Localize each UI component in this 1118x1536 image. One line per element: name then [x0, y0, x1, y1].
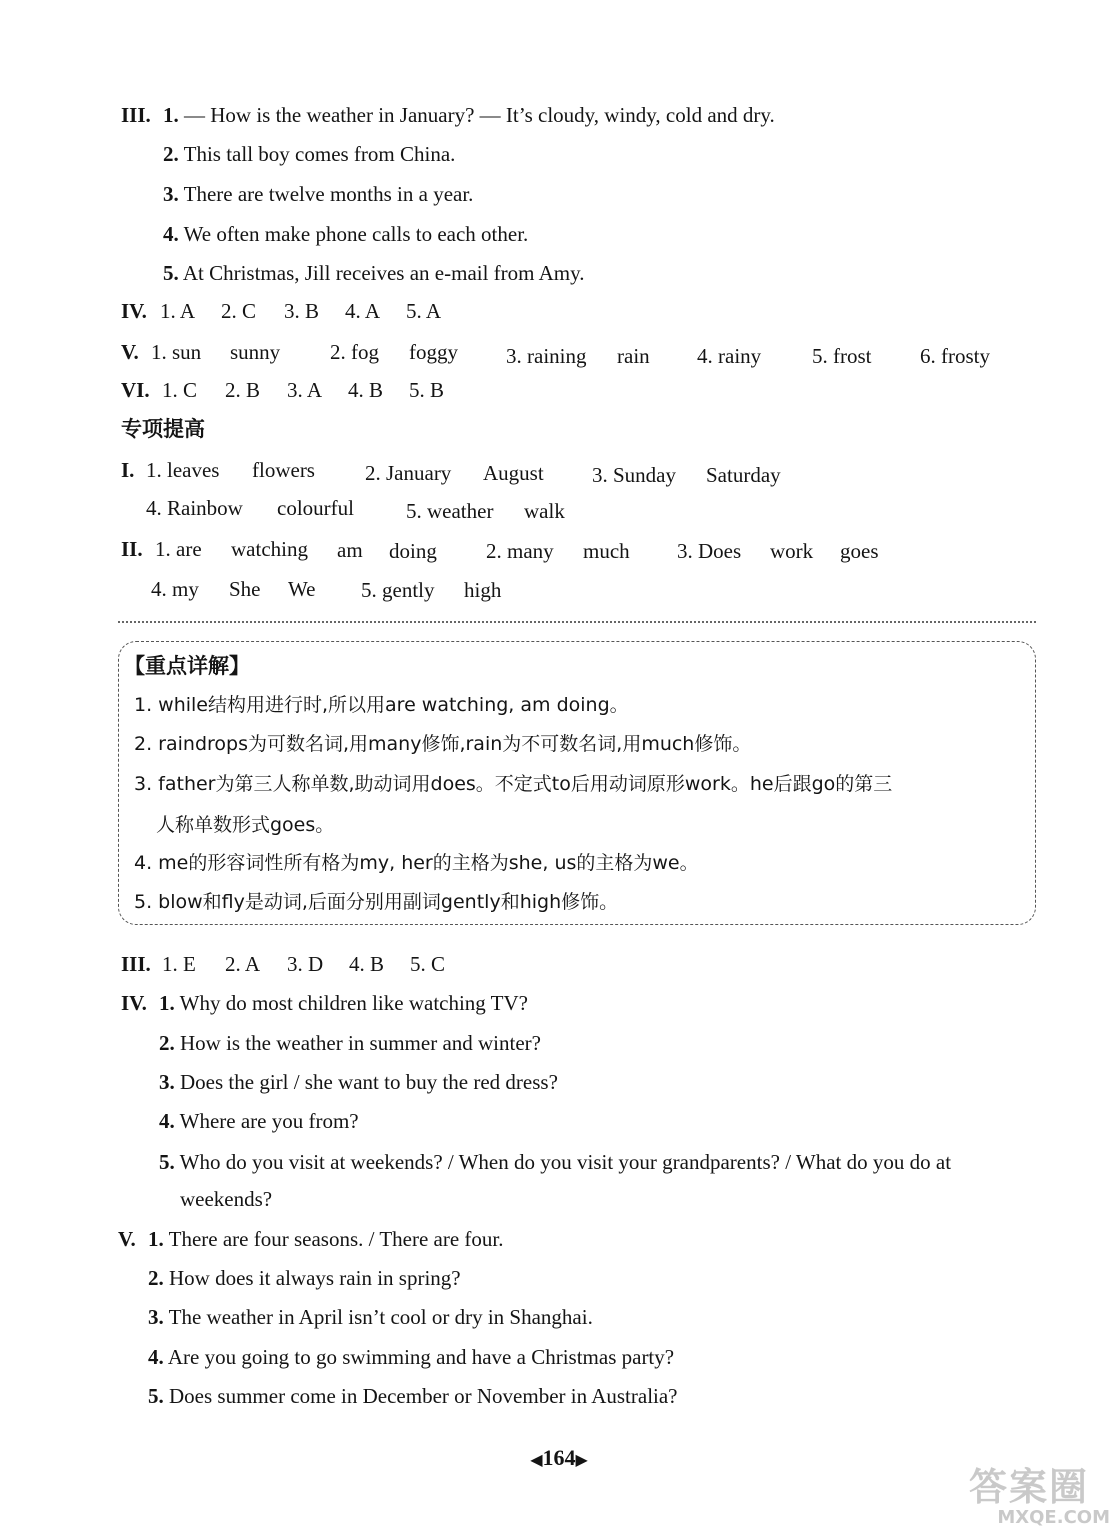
list-item — [148, 1265, 461, 1291]
answer: 3. B — [284, 299, 320, 323]
left-arrow-icon: ◀ — [530, 1452, 543, 1469]
section-label: III. — [121, 952, 151, 976]
explanation-line: 2. raindrops为可数名词,用many修饰,rain为不可数名词,用much修饰。 — [134, 733, 752, 755]
answer: 1. are — [155, 537, 202, 561]
answer: foggy — [409, 340, 458, 364]
answer: 3. raining — [506, 344, 587, 368]
answer: rain — [617, 344, 650, 368]
list-item — [159, 1030, 541, 1056]
item-number: 5. — [163, 261, 179, 285]
answer: August — [483, 461, 544, 485]
list-item — [159, 1069, 558, 1095]
list-item — [148, 1383, 678, 1409]
answer: 4. B — [349, 952, 385, 976]
item-text: Does the girl / she want to buy the red dress? — [180, 1070, 558, 1094]
list-item — [148, 1344, 674, 1370]
dotted-divider — [118, 621, 1036, 623]
section-label: V. — [118, 1227, 136, 1251]
answer: 6. frosty — [920, 344, 990, 368]
explanation-line: 4. me的形容词性所有格为my, her的主格为she, us的主格为we。 — [134, 852, 699, 874]
item-text: The weather in April isn’t cool or dry in Shanghai. — [168, 1305, 593, 1329]
item-number: 1. — [163, 103, 179, 127]
right-arrow-icon: ▶ — [575, 1452, 588, 1469]
answer: We — [288, 577, 316, 601]
answer: 2. many — [486, 539, 554, 563]
item-number: 1. — [159, 991, 175, 1015]
answer: 4. rainy — [697, 344, 762, 368]
item-text: Where are you from? — [179, 1109, 359, 1133]
list-item — [163, 260, 584, 286]
item-text: Are you going to go swimming and have a Christmas party? — [167, 1345, 675, 1369]
answer: 3. Sunday — [592, 463, 676, 487]
answer: sunny — [230, 340, 281, 364]
item-number: 5. — [148, 1384, 164, 1408]
list-item — [148, 1304, 593, 1330]
answer: goes — [840, 539, 879, 563]
answer: 1. E — [162, 952, 196, 976]
page-number — [0, 1445, 1118, 1474]
answer: 5. A — [406, 299, 442, 323]
answer: 5. weather — [406, 499, 494, 523]
answer: 2. B — [225, 378, 261, 402]
answer: Saturday — [706, 463, 781, 487]
explanation-line: 3. father为第三人称单数,助动词用does。不定式to后用动词原形work。he后跟go的第三 — [134, 773, 893, 795]
answer: colourful — [277, 496, 354, 520]
item-number: 5. — [159, 1150, 175, 1174]
item-text: There are twelve months in a year. — [183, 182, 474, 206]
answer: 2. January — [365, 461, 452, 485]
item-text: We often make phone calls to each other. — [183, 222, 529, 246]
item-number: 2. — [148, 1266, 164, 1290]
answer: doing — [389, 539, 437, 563]
answer: 5. frost — [812, 344, 872, 368]
section-label: III. — [121, 103, 151, 127]
section-label: I. — [121, 458, 135, 482]
list-item — [159, 1108, 359, 1134]
list-item — [163, 102, 775, 128]
item-number: 2. — [163, 142, 179, 166]
answer: 5. B — [409, 378, 445, 402]
watermark — [969, 1466, 1114, 1532]
answer: 1. leaves — [146, 458, 220, 482]
answer: 1. A — [160, 299, 196, 323]
list-item — [148, 1226, 504, 1252]
section-label: IV. — [121, 299, 147, 323]
answer: flowers — [252, 458, 315, 482]
answer: 4. A — [345, 299, 381, 323]
page-number-value: 164 — [542, 1445, 576, 1470]
answer: 4. Rainbow — [146, 496, 243, 520]
answer: 5. gently — [361, 578, 435, 602]
list-item — [163, 141, 455, 167]
answer: 3. A — [287, 378, 323, 402]
section-heading: 专项提高 — [121, 417, 205, 441]
answer: high — [464, 578, 502, 602]
answer: 4. my — [151, 577, 199, 601]
item-text: — How is the weather in January? — It’s cloudy, windy, cold and dry. — [184, 103, 775, 127]
answer: 3. D — [287, 952, 324, 976]
item-number: 4. — [159, 1109, 175, 1133]
item-number: 3. — [159, 1070, 175, 1094]
answer: 1. C — [162, 378, 198, 402]
list-item — [163, 181, 473, 207]
item-text: Does summer come in December or November in Australia? — [169, 1384, 678, 1408]
answer: work — [770, 539, 814, 563]
answer: much — [583, 539, 630, 563]
answer: 2. A — [225, 952, 261, 976]
answer: watching — [231, 537, 308, 561]
item-number: 1. — [148, 1227, 164, 1251]
answer: 5. C — [410, 952, 446, 976]
item-text: This tall boy comes from China. — [183, 142, 456, 166]
section-label: VI. — [121, 378, 150, 402]
item-number: 4. — [148, 1345, 164, 1369]
item-text: How does it always rain in spring? — [169, 1266, 461, 1290]
answer: 2. C — [221, 299, 257, 323]
explanation-line: 5. blow和fly是动词,后面分别用副词gently和high修饰。 — [134, 891, 619, 913]
answer: She — [229, 577, 261, 601]
item-number: 3. — [163, 182, 179, 206]
explanation-title: 【重点详解】 — [124, 654, 250, 678]
section-label: II. — [121, 537, 143, 561]
item-number: 2. — [159, 1031, 175, 1055]
list-item — [159, 1149, 951, 1175]
item-number: 4. — [163, 222, 179, 246]
answer: 2. fog — [330, 340, 379, 364]
item-text: There are four seasons. / There are four. — [168, 1227, 504, 1251]
item-text: How is the weather in summer and winter? — [180, 1031, 541, 1055]
section-label: V. — [121, 340, 139, 364]
item-text: Why do most children like watching TV? — [179, 991, 528, 1015]
item-number: 3. — [148, 1305, 164, 1329]
explanation-line: 人称单数形式goes。 — [156, 814, 335, 836]
watermark-logo: 答案圈 — [969, 1465, 1090, 1509]
item-text: At Christmas, Jill receives an e-mail from Amy. — [182, 261, 585, 285]
item-text: Who do you visit at weekends? / When do you visit your grandparents? / What do you do at — [179, 1150, 952, 1174]
item-text-continued: weekends? — [180, 1187, 273, 1211]
answer: 3. Does — [677, 539, 742, 563]
list-item — [163, 221, 528, 247]
explanation-line: 1. while结构用进行时,所以用are watching, am doing。 — [134, 694, 629, 716]
answer: am — [337, 538, 363, 562]
answer: 1. sun — [151, 340, 202, 364]
section-label: IV. — [121, 991, 147, 1015]
answer: 4. B — [348, 378, 384, 402]
list-item — [159, 990, 528, 1016]
answer: walk — [524, 499, 565, 523]
watermark-site: MXQE.COM — [997, 1507, 1110, 1528]
